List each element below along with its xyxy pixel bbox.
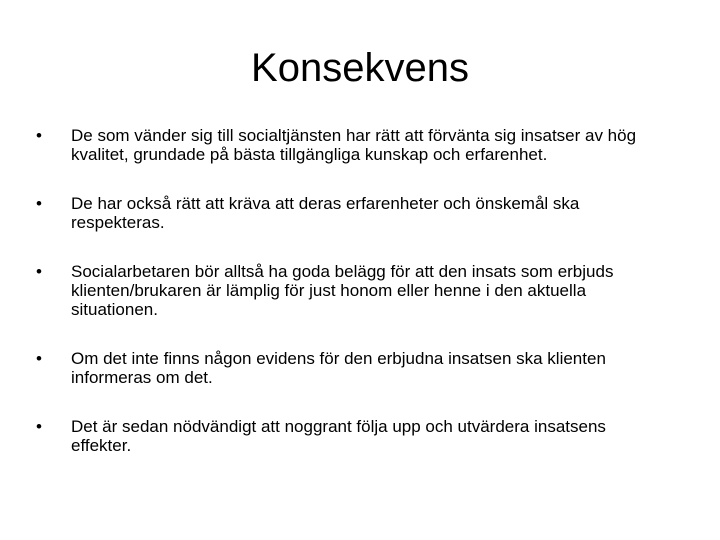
bullet-icon: •: [36, 126, 42, 145]
bullet-icon: •: [36, 349, 42, 368]
bullet-item: [36, 262, 666, 319]
bullet-icon: •: [36, 417, 42, 436]
bullet-item: [36, 194, 666, 232]
bullet-item: [36, 349, 666, 387]
bullet-item: [36, 126, 666, 164]
bullet-text: De har också rätt att kräva att deras erfarenheter och önskemål ska respekteras.: [71, 194, 580, 232]
bullet-text: Det är sedan nödvändigt att noggrant följa upp och utvärdera insatsens effekter.: [71, 417, 606, 455]
bullet-icon: •: [36, 262, 42, 281]
bullet-text: Om det inte finns någon evidens för den erbjudna insatsen ska klienten informeras om det.: [71, 349, 606, 387]
bullet-item: [36, 417, 666, 455]
bullet-text: De som vänder sig till socialtjänsten har rätt att förvänta sig insatser av hög kvalitet, grundade på bästa tillgängliga kunskap och erfarenhet.: [71, 126, 637, 164]
bullet-list: [36, 126, 666, 485]
bullet-text: Socialarbetaren bör alltså ha goda belägg för att den insats som erbjuds klienten/brukaren är lämplig för just honom eller henne i den aktuella situationen.: [71, 262, 614, 319]
slide-title: Konsekvens: [251, 46, 469, 90]
bullet-icon: •: [36, 194, 42, 213]
